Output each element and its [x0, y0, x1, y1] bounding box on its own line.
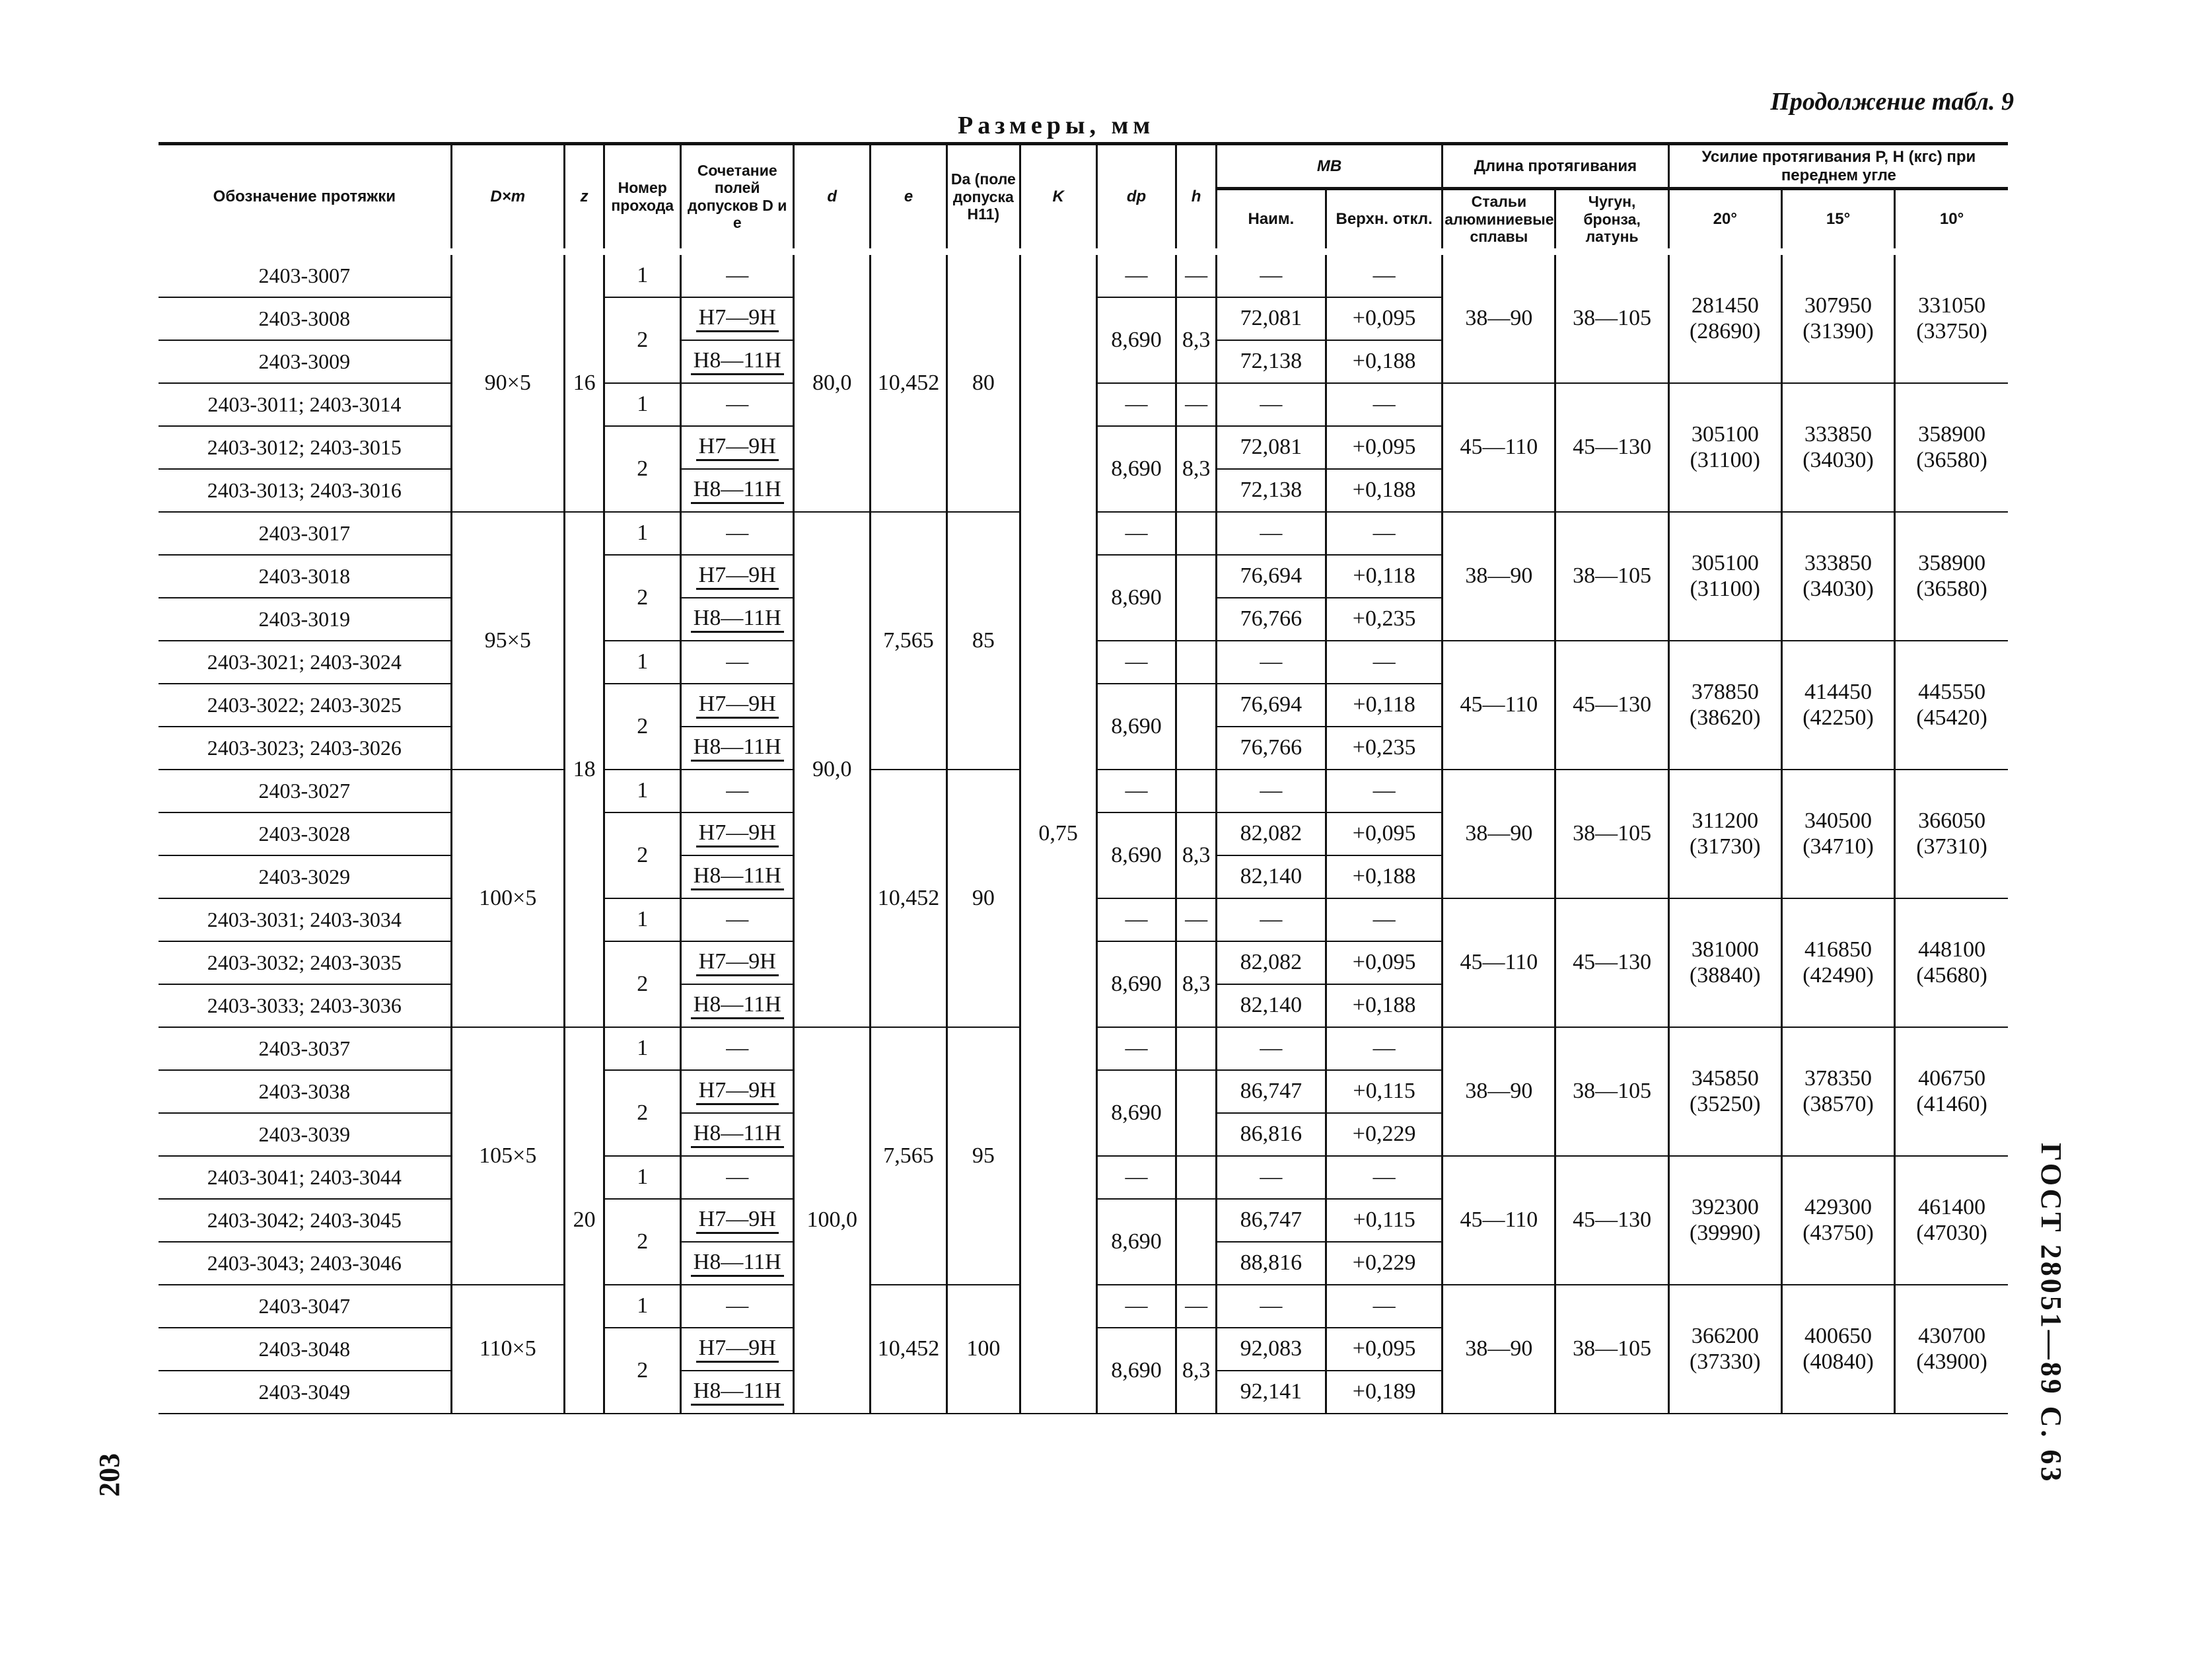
col-mb: MB [1216, 144, 1442, 189]
tolerance-text: H8—11H [691, 606, 784, 633]
tolerance-combination [681, 727, 794, 770]
broach-designation: 2403-3029 [159, 855, 451, 898]
mb-nominal: 76,766 [1216, 598, 1326, 641]
h-value [1176, 555, 1216, 641]
tolerance-combination [681, 340, 794, 383]
broach-designation: 2403-3028 [159, 812, 451, 855]
e-value: 10,452 [871, 1285, 947, 1414]
mb-upper-deviation: +0,095 [1326, 297, 1443, 340]
mb-upper-deviation: +0,095 [1326, 812, 1443, 855]
tolerance-text: H7—9H [696, 692, 779, 719]
tolerance-combination [681, 252, 794, 297]
table-row [159, 252, 2008, 297]
mb-upper-deviation: +0,188 [1326, 855, 1443, 898]
col-length-iron: Чугун, бронза, латунь [1555, 189, 1668, 252]
mb-nominal: 88,816 [1216, 1242, 1326, 1285]
col-force: Усилие протягивания P, Н (кгс) при переднем угле [1668, 144, 2008, 189]
force-p15: 416850 (42490) [1781, 898, 1894, 1027]
tolerance-text: — [726, 521, 749, 545]
tolerance-combination [681, 1328, 794, 1371]
tolerance-combination [681, 855, 794, 898]
force-p10: 366050 (37310) [1895, 770, 2008, 898]
force-p10: 331050 (33750) [1895, 252, 2008, 383]
tolerance-combination [681, 1199, 794, 1242]
mb-nominal: 72,081 [1216, 426, 1326, 469]
mb-nominal: — [1216, 770, 1326, 812]
force-p15: 333850 (34030) [1781, 512, 1894, 641]
tolerance-combination [681, 984, 794, 1027]
length-steel: 38—90 [1443, 1285, 1555, 1414]
mb-upper-deviation: +0,095 [1326, 1328, 1443, 1371]
tolerance-combination [681, 1285, 794, 1328]
mb-upper-deviation: +0,115 [1326, 1199, 1443, 1242]
mb-upper-deviation: +0,095 [1326, 426, 1443, 469]
tolerance-combination [681, 684, 794, 727]
tolerance-text: — [726, 907, 749, 931]
tolerance-text: — [726, 392, 749, 416]
z-value: 20 [564, 1027, 604, 1414]
mb-nominal: 92,083 [1216, 1328, 1326, 1371]
tolerance-combination [681, 941, 794, 984]
mb-nominal: — [1216, 641, 1326, 684]
tolerance-combination [681, 1371, 794, 1414]
dp-value: 8,690 [1096, 1070, 1176, 1156]
broach-designation: 2403-3042; 2403-3045 [159, 1199, 451, 1242]
broach-designation: 2403-3032; 2403-3035 [159, 941, 451, 984]
dp-value: 8,690 [1096, 1328, 1176, 1414]
dp-value: 8,690 [1096, 1199, 1176, 1285]
mb-upper-deviation: +0,118 [1326, 684, 1443, 727]
tolerance-combination [681, 598, 794, 641]
length-iron: 38—105 [1555, 1285, 1668, 1414]
mb-nominal: 76,694 [1216, 555, 1326, 598]
mb-nominal: — [1216, 512, 1326, 555]
force-p10: 430700 (43900) [1895, 1285, 2008, 1414]
e-value: 10,452 [871, 770, 947, 1027]
pass-number: 2 [604, 812, 681, 898]
tolerance-text: H8—11H [691, 735, 784, 762]
d-value: 100,0 [794, 1027, 871, 1414]
col-mb-nom: Наим. [1216, 189, 1326, 252]
length-steel: 45—110 [1443, 1156, 1555, 1285]
pass-number: 2 [604, 684, 681, 770]
tolerance-text: H8—11H [691, 863, 784, 890]
col-angle-20: 20° [1668, 189, 1781, 252]
mb-nominal: 82,082 [1216, 812, 1326, 855]
pass-number: 2 [604, 1070, 681, 1156]
mb-upper-deviation: +0,095 [1326, 941, 1443, 984]
mb-upper-deviation: — [1326, 898, 1443, 941]
h-value [1176, 512, 1216, 555]
mb-upper-deviation: +0,229 [1326, 1113, 1443, 1156]
broach-dimensions-table [159, 142, 2008, 1414]
tolerance-text: H8—11H [691, 1379, 784, 1406]
dp-value: — [1096, 641, 1176, 684]
dxm-value: 100×5 [451, 770, 564, 1027]
h-value: — [1176, 898, 1216, 941]
length-iron: 38—105 [1555, 1027, 1668, 1156]
dxm-value: 110×5 [451, 1285, 564, 1414]
length-steel: 38—90 [1443, 1027, 1555, 1156]
tolerance-text: — [726, 1036, 749, 1060]
pass-number: 1 [604, 898, 681, 941]
dp-value: 8,690 [1096, 297, 1176, 383]
tolerance-text: — [726, 1165, 749, 1189]
length-iron: 45—130 [1555, 1156, 1668, 1285]
broach-designation: 2403-3043; 2403-3046 [159, 1242, 451, 1285]
tolerance-combination [681, 641, 794, 684]
h-value: 8,3 [1176, 812, 1216, 898]
mb-nominal: 92,141 [1216, 1371, 1326, 1414]
dp-value: 8,690 [1096, 812, 1176, 898]
broach-designation: 2403-3031; 2403-3034 [159, 898, 451, 941]
broach-designation: 2403-3012; 2403-3015 [159, 426, 451, 469]
dxm-value: 90×5 [451, 252, 564, 512]
dp-value: — [1096, 770, 1176, 812]
h-value [1176, 770, 1216, 812]
mb-nominal: — [1216, 1156, 1326, 1199]
broach-designation: 2403-3033; 2403-3036 [159, 984, 451, 1027]
force-p20: 305100 (31100) [1668, 512, 1781, 641]
mb-nominal: 76,694 [1216, 684, 1326, 727]
force-p15: 378350 (38570) [1781, 1027, 1894, 1156]
col-e: e [871, 144, 947, 252]
tolerance-text: H7—9H [696, 1078, 779, 1105]
tolerance-combination [681, 469, 794, 512]
length-iron: 45—130 [1555, 898, 1668, 1027]
tolerance-combination [681, 898, 794, 941]
mb-nominal: — [1216, 1027, 1326, 1070]
table-body [159, 252, 2008, 1414]
tolerance-combination [681, 1027, 794, 1070]
tolerance-combination [681, 812, 794, 855]
col-angle-10: 10° [1895, 189, 2008, 252]
col-length-steel: Стальи алюминиевые сплавы [1443, 189, 1555, 252]
dxm-value: 105×5 [451, 1027, 564, 1285]
h-value: 8,3 [1176, 297, 1216, 383]
broach-designation: 2403-3047 [159, 1285, 451, 1328]
mb-nominal: — [1216, 252, 1326, 297]
tolerance-text: — [726, 263, 749, 287]
tolerance-combination [681, 1113, 794, 1156]
force-p15: 414450 (42250) [1781, 641, 1894, 770]
tolerance-text: H7—9H [696, 305, 779, 332]
col-dxm: D×m [451, 144, 564, 252]
dp-value: — [1096, 898, 1176, 941]
force-p15: 429300 (43750) [1781, 1156, 1894, 1285]
dp-value: 8,690 [1096, 941, 1176, 1027]
force-p20: 305100 (31100) [1668, 383, 1781, 512]
broach-designation: 2403-3048 [159, 1328, 451, 1371]
length-steel: 45—110 [1443, 898, 1555, 1027]
mb-upper-deviation: +0,188 [1326, 340, 1443, 383]
tolerance-combination [681, 555, 794, 598]
pass-number: 2 [604, 1328, 681, 1414]
col-angle-15: 15° [1781, 189, 1894, 252]
pass-number: 2 [604, 941, 681, 1027]
mb-upper-deviation: — [1326, 252, 1443, 297]
da-value: 90 [946, 770, 1020, 1027]
h-value [1176, 641, 1216, 684]
force-p20: 311200 (31730) [1668, 770, 1781, 898]
tolerance-combination [681, 1242, 794, 1285]
broach-designation: 2403-3022; 2403-3025 [159, 684, 451, 727]
dp-value: — [1096, 512, 1176, 555]
col-pass-no: Номер прохода [604, 144, 681, 252]
gost-reference: ГОСТ 28051—89 С. 63 [2035, 1143, 2067, 1484]
h-value [1176, 1070, 1216, 1156]
mb-upper-deviation: +0,188 [1326, 469, 1443, 512]
tolerance-text: H7—9H [696, 1336, 779, 1363]
mb-nominal: 76,766 [1216, 727, 1326, 770]
force-p10: 358900 (36580) [1895, 512, 2008, 641]
force-p15: 333850 (34030) [1781, 383, 1894, 512]
force-p20: 366200 (37330) [1668, 1285, 1781, 1414]
pass-number: 1 [604, 1156, 681, 1199]
mb-upper-deviation: — [1326, 641, 1443, 684]
col-d: d [794, 144, 871, 252]
mb-nominal: 86,816 [1216, 1113, 1326, 1156]
broach-designation: 2403-3013; 2403-3016 [159, 469, 451, 512]
dp-value: 8,690 [1096, 426, 1176, 512]
mb-nominal: — [1216, 383, 1326, 426]
pass-number: 2 [604, 297, 681, 383]
h-value [1176, 1156, 1216, 1199]
dp-value: — [1096, 1156, 1176, 1199]
length-steel: 45—110 [1443, 383, 1555, 512]
col-h: h [1176, 144, 1216, 252]
mb-upper-deviation: +0,118 [1326, 555, 1443, 598]
d-value: 90,0 [794, 512, 871, 1027]
h-value: — [1176, 1285, 1216, 1328]
tolerance-text: — [726, 649, 749, 674]
tolerance-text: H7—9H [696, 563, 779, 590]
mb-upper-deviation: — [1326, 1027, 1443, 1070]
broach-designation: 2403-3009 [159, 340, 451, 383]
page-number: 203 [93, 1453, 125, 1497]
h-value: 8,3 [1176, 941, 1216, 1027]
length-iron: 38—105 [1555, 770, 1668, 898]
mb-nominal: 82,140 [1216, 984, 1326, 1027]
broach-designation: 2403-3023; 2403-3026 [159, 727, 451, 770]
col-dp: dp [1096, 144, 1176, 252]
pass-number: 1 [604, 641, 681, 684]
e-value: 7,565 [871, 1027, 947, 1285]
col-length: Длина протягивания [1443, 144, 1668, 189]
tolerance-text: H8—11H [691, 1250, 784, 1277]
z-value: 18 [564, 512, 604, 1027]
force-p15: 400650 (40840) [1781, 1285, 1894, 1414]
col-z: z [564, 144, 604, 252]
force-p10: 445550 (45420) [1895, 641, 2008, 770]
broach-designation: 2403-3027 [159, 770, 451, 812]
z-value: 16 [564, 252, 604, 512]
length-steel: 38—90 [1443, 512, 1555, 641]
mb-nominal: 72,138 [1216, 340, 1326, 383]
force-p20: 281450 (28690) [1668, 252, 1781, 383]
tolerance-text: H7—9H [696, 820, 779, 847]
col-designation: Обозначение протяжки [159, 144, 451, 252]
broach-designation: 2403-3037 [159, 1027, 451, 1070]
mb-nominal: 82,140 [1216, 855, 1326, 898]
dp-value: — [1096, 1027, 1176, 1070]
broach-designation: 2403-3041; 2403-3044 [159, 1156, 451, 1199]
tolerance-combination [681, 297, 794, 340]
mb-upper-deviation: +0,235 [1326, 727, 1443, 770]
force-p10: 448100 (45680) [1895, 898, 2008, 1027]
tolerance-text: H8—11H [691, 1121, 784, 1148]
h-value: — [1176, 383, 1216, 426]
tolerance-combination [681, 426, 794, 469]
pass-number: 2 [604, 555, 681, 641]
broach-designation: 2403-3008 [159, 297, 451, 340]
mb-upper-deviation: — [1326, 512, 1443, 555]
dp-value: — [1096, 1285, 1176, 1328]
pass-number: 1 [604, 770, 681, 812]
col-k: K [1020, 144, 1096, 252]
h-value: 8,3 [1176, 426, 1216, 512]
force-p10: 406750 (41460) [1895, 1027, 2008, 1156]
length-steel: 45—110 [1443, 641, 1555, 770]
mb-upper-deviation: +0,189 [1326, 1371, 1443, 1414]
tolerance-text: H8—11H [691, 348, 784, 375]
e-value: 10,452 [871, 252, 947, 512]
tolerance-combination [681, 770, 794, 812]
force-p20: 378850 (38620) [1668, 641, 1781, 770]
d-value: 80,0 [794, 252, 871, 512]
col-tolerance: Сочетание полей допусков D и e [681, 144, 794, 252]
dp-value: 8,690 [1096, 684, 1176, 770]
length-steel: 38—90 [1443, 770, 1555, 898]
broach-designation: 2403-3038 [159, 1070, 451, 1113]
h-value [1176, 684, 1216, 770]
length-iron: 45—130 [1555, 641, 1668, 770]
continuation-note: Продолжение табл. 9 [1770, 88, 2014, 116]
mb-upper-deviation: +0,229 [1326, 1242, 1443, 1285]
pass-number: 2 [604, 426, 681, 512]
mb-nominal: 82,082 [1216, 941, 1326, 984]
da-value: 85 [946, 512, 1020, 770]
force-p20: 381000 (38840) [1668, 898, 1781, 1027]
pass-number: 2 [604, 1199, 681, 1285]
tolerance-combination [681, 1070, 794, 1113]
pass-number: 1 [604, 383, 681, 426]
pass-number: 1 [604, 1027, 681, 1070]
tolerance-text: H7—9H [696, 949, 779, 976]
mb-nominal: — [1216, 1285, 1326, 1328]
mb-nominal: 72,081 [1216, 297, 1326, 340]
length-iron: 38—105 [1555, 252, 1668, 383]
mb-upper-deviation: +0,188 [1326, 984, 1443, 1027]
e-value: 7,565 [871, 512, 947, 770]
force-p20: 392300 (39990) [1668, 1156, 1781, 1285]
length-steel: 38—90 [1443, 252, 1555, 383]
h-value [1176, 1027, 1216, 1070]
broach-designation: 2403-3049 [159, 1371, 451, 1414]
broach-designation: 2403-3017 [159, 512, 451, 555]
mb-upper-deviation: — [1326, 383, 1443, 426]
tolerance-text: — [726, 778, 749, 803]
table-caption: Размеры, мм [958, 112, 1155, 139]
h-value: 8,3 [1176, 1328, 1216, 1414]
length-iron: 45—130 [1555, 383, 1668, 512]
broach-designation: 2403-3018 [159, 555, 451, 598]
pass-number: 1 [604, 1285, 681, 1328]
mb-nominal: 86,747 [1216, 1070, 1326, 1113]
broach-designation: 2403-3019 [159, 598, 451, 641]
force-p10: 461400 (47030) [1895, 1156, 2008, 1285]
tolerance-combination [681, 383, 794, 426]
tolerance-text: H7—9H [696, 434, 779, 461]
pass-number: 1 [604, 512, 681, 555]
tolerance-text: H8—11H [691, 992, 784, 1019]
dp-value: 8,690 [1096, 555, 1176, 641]
col-mb-upper: Верхн. откл. [1326, 189, 1443, 252]
broach-designation: 2403-3007 [159, 252, 451, 297]
col-da: Da (поле допуска H11) [946, 144, 1020, 252]
da-value: 95 [946, 1027, 1020, 1285]
broach-designation: 2403-3039 [159, 1113, 451, 1156]
mb-upper-deviation: +0,115 [1326, 1070, 1443, 1113]
force-p15: 340500 (34710) [1781, 770, 1894, 898]
tolerance-combination [681, 1156, 794, 1199]
h-value: — [1176, 252, 1216, 297]
pass-number: 1 [604, 252, 681, 297]
mb-nominal: — [1216, 898, 1326, 941]
mb-upper-deviation: +0,235 [1326, 598, 1443, 641]
mb-upper-deviation: — [1326, 1156, 1443, 1199]
mb-upper-deviation: — [1326, 1285, 1443, 1328]
dp-value: — [1096, 252, 1176, 297]
tolerance-combination [681, 512, 794, 555]
force-p15: 307950 (31390) [1781, 252, 1894, 383]
h-value [1176, 1199, 1216, 1285]
k-value: 0,75 [1020, 252, 1096, 1414]
force-p10: 358900 (36580) [1895, 383, 2008, 512]
tolerance-text: H8—11H [691, 477, 784, 504]
dp-value: — [1096, 383, 1176, 426]
da-value: 80 [946, 252, 1020, 512]
mb-nominal: 72,138 [1216, 469, 1326, 512]
tolerance-text: — [726, 1293, 749, 1318]
dxm-value: 95×5 [451, 512, 564, 770]
tolerance-text: H7—9H [696, 1207, 779, 1234]
broach-designation: 2403-3011; 2403-3014 [159, 383, 451, 426]
mb-nominal: 86,747 [1216, 1199, 1326, 1242]
mb-upper-deviation: — [1326, 770, 1443, 812]
force-p20: 345850 (35250) [1668, 1027, 1781, 1156]
length-iron: 38—105 [1555, 512, 1668, 641]
broach-designation: 2403-3021; 2403-3024 [159, 641, 451, 684]
da-value: 100 [946, 1285, 1020, 1414]
